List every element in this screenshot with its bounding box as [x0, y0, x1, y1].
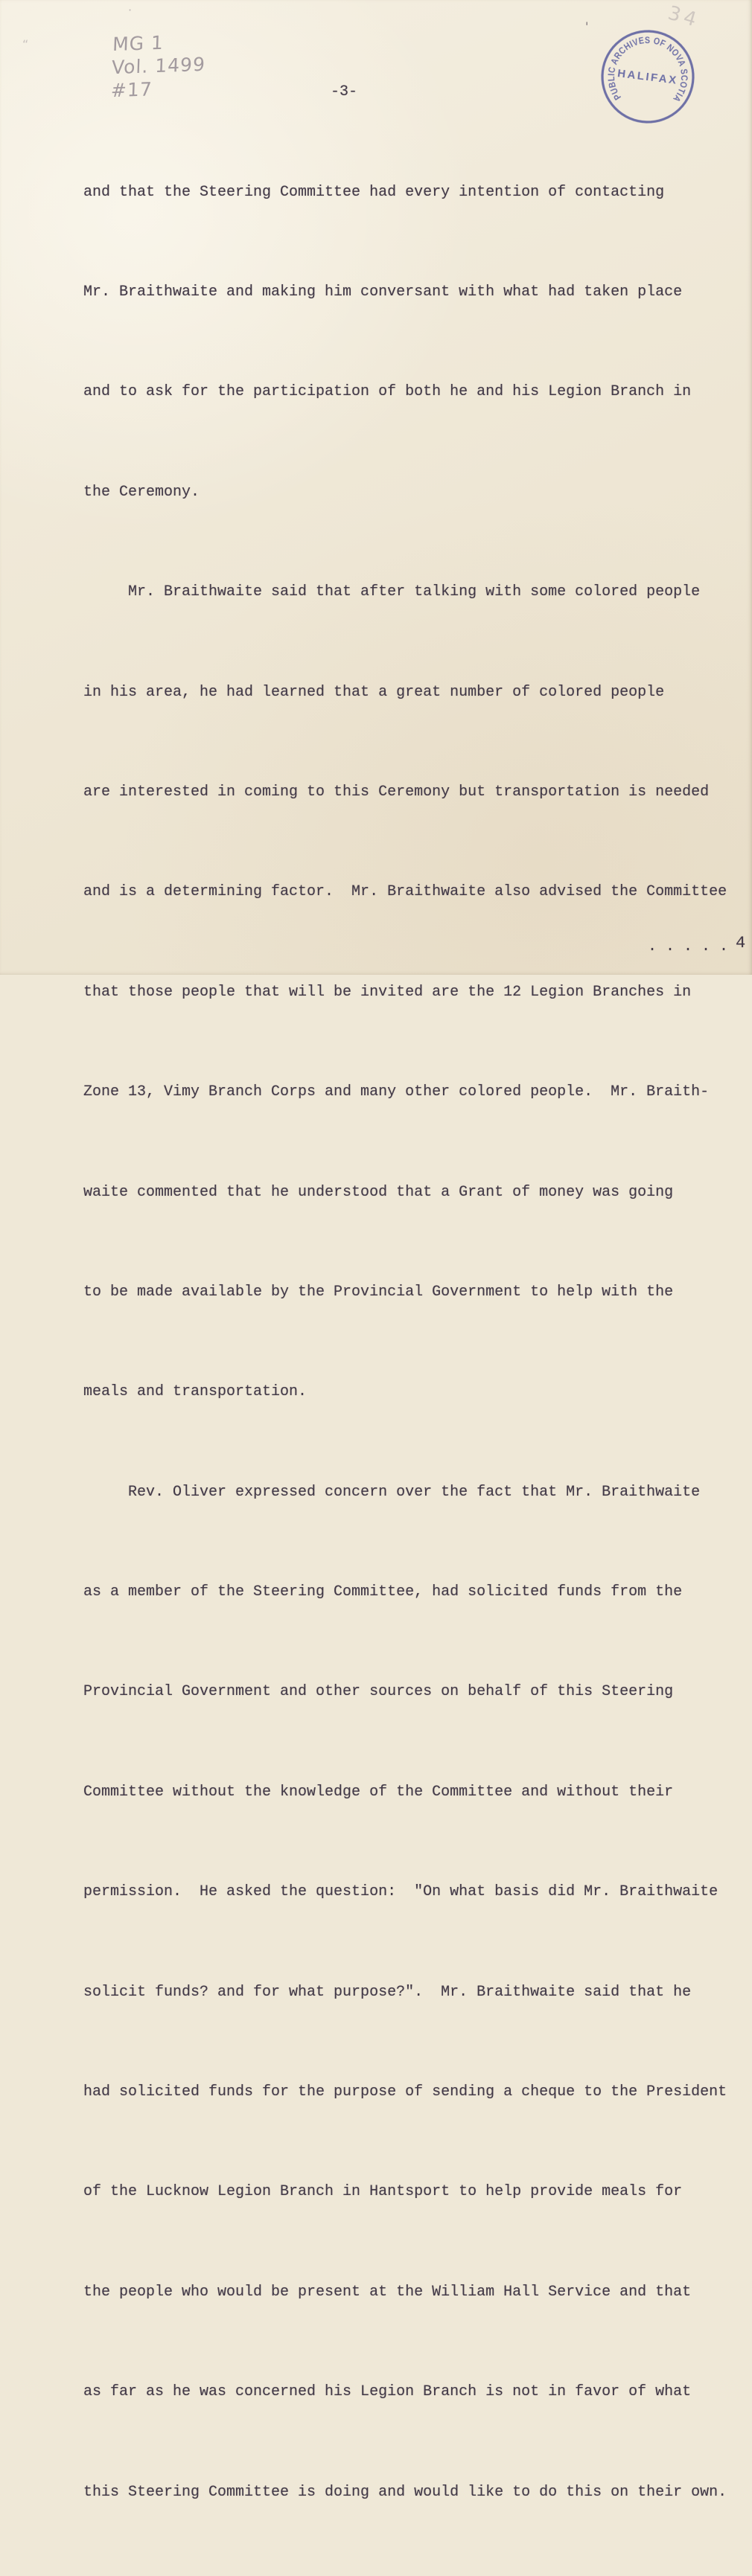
stamp-center-text: HALIFAX [616, 67, 679, 87]
next-page-number: 4 [736, 934, 746, 952]
body-line: waite commented that he understood that a Grant of money was going [83, 1183, 674, 1201]
body-line: to be made available by the Provincial Government to help with the [83, 1283, 674, 1301]
body-line: and is a determining factor. Mr. Braithwaite also advised the Committee [83, 883, 727, 901]
body-line: Rev. Oliver expressed concern over the fact that Mr. Braithwaite [83, 1483, 701, 1501]
paper-speck: · [128, 3, 133, 17]
annotation-line: #17 [110, 78, 153, 102]
typewritten-body [83, 109, 727, 2576]
body-line: Mr. Braithwaite and making him conversant with what had taken place [83, 283, 683, 301]
body-line: Zone 13, Vimy Branch Corps and many other colored people. Mr. Braith- [83, 1083, 710, 1101]
paper-speck: ' [585, 19, 589, 33]
continuation-dots: . . . . . [648, 938, 729, 955]
paper-speck: “ [22, 37, 29, 51]
body-line: Provincial Government and other sources on behalf of this Steering [83, 1683, 674, 1701]
body-line: as far as he was concerned his Legion Branch is not in favor of what [83, 2383, 692, 2401]
body-line: the people who would be present at the William Hall Service and that [83, 2283, 692, 2301]
stamp-ring-text: PUBLIC ARCHIVES OF NOVA SCOTIA [605, 34, 690, 106]
body-line: of the Lucknow Legion Branch in Hantsport to help provide meals for [83, 2183, 683, 2201]
page-number: -3- [331, 83, 358, 100]
body-line: and to ask for the participation of both he and his Legion Branch in [83, 383, 692, 401]
body-line: solicit funds? and for what purpose?". Mr. Braithwaite said that he [83, 1983, 692, 2001]
body-line: in his area, he had learned that a great number of colored people [83, 683, 665, 701]
body-line: permission. He asked the question: "On what basis did Mr. Braithwaite [83, 1883, 718, 1901]
body-line: that those people that will be invited are the 12 Legion Branches in [83, 983, 692, 1001]
body-line: Mr. Braithwaite said that after talking with some colored people [83, 583, 701, 601]
body-line: had solicited funds for the purpose of sending a cheque to the President [83, 2083, 727, 2101]
annotation-line: Vol. 1499 [111, 53, 206, 79]
body-line: Committee without the knowledge of the Committee and without their [83, 1783, 674, 1801]
body-line: and that the Steering Committee had every intention of contacting [83, 183, 665, 201]
body-line: this Steering Committee is doing and would like to do this on their own. [83, 2483, 727, 2501]
continuation-mark [612, 920, 745, 973]
pencil-corner-number: 34 [665, 1, 703, 33]
body-line: the Ceremony. [83, 483, 200, 501]
body-line: are interested in coming to this Ceremony but transportation is needed [83, 783, 710, 801]
annotation-line: MG 1 [112, 31, 165, 56]
archival-annotation-pencil [110, 30, 206, 103]
body-line: as a member of the Steering Committee, had solicited funds from the [83, 1583, 683, 1601]
body-line: meals and transportation. [83, 1383, 308, 1401]
